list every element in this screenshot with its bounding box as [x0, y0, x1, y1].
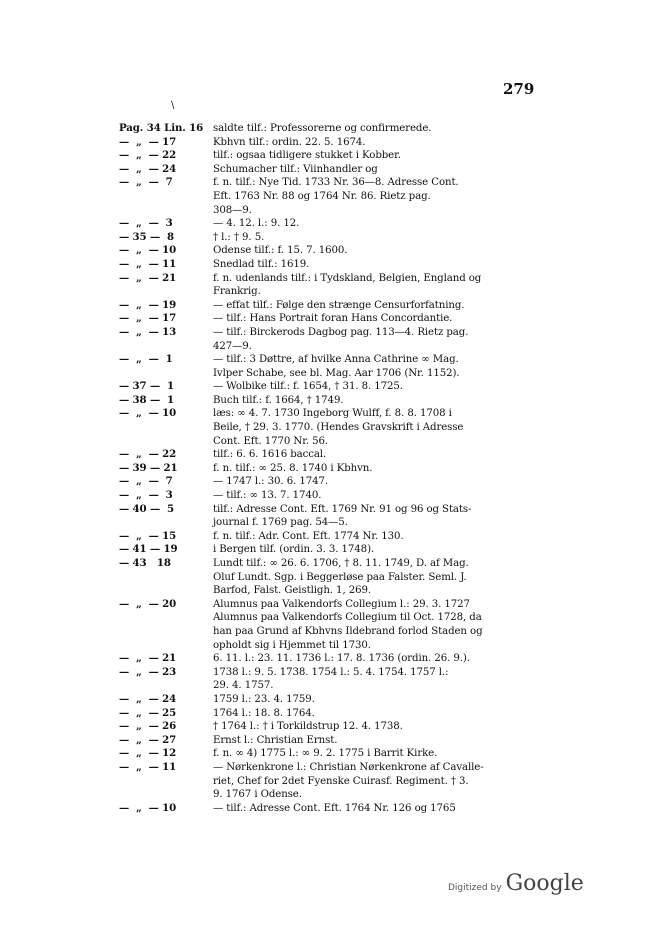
- entry-reference: — „ — 20: [119, 597, 177, 610]
- errata-entry: [119, 475, 539, 489]
- errata-list: [119, 122, 539, 815]
- entry-text: f. n. ∞ 4) 1775 l.: ∞ 9. 2. 1775 i Barrit Kirke.: [213, 748, 438, 760]
- entry-text: Odense tilf.: f. 15. 7. 1600.: [213, 245, 348, 257]
- entry-text: — 1747 l.: 30. 6. 1747.: [213, 476, 329, 488]
- errata-entry: [119, 503, 539, 530]
- entry-reference: — „ — 21: [119, 652, 177, 665]
- entry-text: 6. 11. l.: 23. 11. 1736 l.: 17. 8. 1736 (ordin. 26. 9.).: [213, 653, 470, 665]
- entry-text: Lundt tilf.: ∞ 26. 6. 1706, † 8. 11. 1749, D. af Mag.: [213, 558, 469, 569]
- entry-text: f. n. tilf.: Adr. Cont. Eft. 1774 Nr. 130.: [213, 530, 404, 542]
- entry-text: Ernst l.: Christian Ernst.: [213, 734, 338, 746]
- entry-text: † l.: † 9. 5.: [213, 231, 265, 243]
- entry-text: — Nørkenkrone l.: Christian Nørkenkrone af Cavalle-: [213, 761, 484, 773]
- entry-text: 1738 l.: 9. 5. 1738. 1754 l.: 5. 4. 1754. 1757 l.:: [213, 666, 449, 678]
- errata-entry: [119, 557, 539, 598]
- errata-entry: [119, 747, 539, 761]
- entry-reference: — „ — 21: [119, 271, 177, 284]
- errata-entry: [119, 707, 539, 721]
- entry-reference: — „ — 11: [119, 257, 177, 270]
- entry-reference: Pag. 34 Lin. 16: [119, 122, 204, 134]
- errata-entry: [119, 231, 539, 245]
- entry-reference: — „ — 7: [119, 176, 173, 189]
- entry-text: — tilf.: 3 Døttre, af hvilke Anna Cathrine ∞ Mag.: [213, 354, 459, 366]
- entry-reference: — „ — 19: [119, 298, 177, 311]
- errata-entry: [119, 489, 539, 503]
- entry-text: — effat tilf.: Følge den strænge Censurforfatning.: [213, 299, 465, 311]
- entry-continuation: Ivlper Schabe, see bl. Mag. Aar 1706 (Nr. 1152).: [213, 367, 460, 379]
- entry-text: i Bergen tilf. (ordin. 3. 3. 1748).: [213, 544, 375, 556]
- entry-reference: — 37 — 1: [119, 380, 174, 393]
- errata-entry: [119, 802, 539, 816]
- entry-text: 1764 l.: 18. 8. 1764.: [213, 707, 315, 719]
- entry-reference: — „ — 26: [119, 720, 177, 733]
- entry-text: — tilf.: Birckerods Dagbog pag. 113—4. Rietz pag.: [213, 326, 469, 338]
- entry-text: — tilf.: ∞ 13. 7. 1740.: [213, 490, 322, 502]
- errata-entry: [119, 217, 539, 231]
- entry-text: Snedlad tilf.: 1619.: [213, 258, 310, 270]
- entry-reference: — „ — 10: [119, 244, 177, 257]
- errata-entry: [119, 666, 539, 693]
- entry-text: — 4. 12. l.: 9. 12.: [213, 218, 300, 230]
- errata-entry: [119, 462, 539, 476]
- entry-reference: — „ — 17: [119, 135, 177, 148]
- entry-continuation: riet, Chef for 2det Fyenske Cuirasf. Regiment. † 3.: [213, 775, 469, 787]
- errata-entry: [119, 312, 539, 326]
- entry-continuation: Barfod, Falst. Geistligh. 1, 269.: [213, 585, 372, 597]
- entry-text: — Wolbike tilf.: f. 1654, † 31. 8. 1725.: [213, 381, 403, 393]
- entry-text: — tilf.: Hans Portrait foran Hans Concordantie.: [213, 313, 453, 325]
- entry-reference: — „ — 12: [119, 747, 177, 760]
- entry-text: Schumacher tilf.: Viinhandler og: [213, 163, 378, 175]
- errata-entry: [119, 299, 539, 313]
- errata-entry: [119, 394, 539, 408]
- entry-reference: — „ — 27: [119, 733, 177, 746]
- entry-continuation: Cont. Eft. 1770 Nr. 56.: [213, 435, 329, 447]
- errata-entry: [119, 149, 539, 163]
- entry-reference: — „ — 24: [119, 692, 177, 705]
- entry-continuation: 9. 1767 i Odense.: [213, 789, 302, 801]
- errata-entry: [119, 258, 539, 272]
- entry-reference: — 39 — 21: [119, 461, 178, 474]
- entry-text: Alumnus paa Valkendorfs Collegium l.: 29. 3. 1727: [213, 598, 470, 610]
- digitized-by-label: Digitized by: [448, 883, 502, 893]
- entry-continuation: Eft. 1763 Nr. 88 og 1764 Nr. 86. Rietz pag.: [213, 190, 431, 202]
- errata-entry: [119, 176, 539, 217]
- entry-reference: — „ — 10: [119, 407, 177, 420]
- entry-text: saldte tilf.: Professorerne og confirmerede.: [213, 123, 432, 134]
- entry-text: tilf.: 6. 6. 1616 baccal.: [213, 449, 327, 461]
- entry-reference: — „ — 7: [119, 475, 173, 488]
- entry-reference: — „ — 22: [119, 448, 177, 461]
- errata-entry: [119, 244, 539, 258]
- entry-continuation: Frankrig.: [213, 286, 261, 298]
- entry-text: — tilf.: Adresse Cont. Eft. 1764 Nr. 126 og 1765: [213, 802, 456, 814]
- entry-text: tilf.: ogsaa tidligere stukket i Kobber.: [213, 150, 401, 162]
- entry-reference: — 41 — 19: [119, 543, 178, 556]
- errata-entry: [119, 652, 539, 666]
- entry-continuation: opholdt sig i Hjemmet til 1730.: [213, 639, 371, 651]
- errata-entry: [119, 326, 539, 353]
- entry-continuation: han paa Grund af Kbhvns Ildebrand forlod Staden og: [213, 625, 483, 637]
- entry-continuation: 427—9.: [213, 340, 252, 352]
- entry-reference: — 38 — 1: [119, 393, 174, 406]
- entry-reference: — „ — 11: [119, 760, 177, 773]
- errata-entry: [119, 122, 539, 136]
- entry-continuation: Alumnus paa Valkendorfs Collegium til Oct. 1728, da: [213, 612, 482, 624]
- entry-continuation: 308—9.: [213, 204, 252, 216]
- entry-text: læs: ∞ 4. 7. 1730 Ingeborg Wulff, f. 8. 8. 1708 i: [213, 408, 452, 420]
- entry-reference: — 40 — 5: [119, 502, 174, 515]
- entry-reference: — „ — 3: [119, 489, 173, 502]
- entry-reference: — 35 — 8: [119, 230, 174, 243]
- errata-entry: [119, 598, 539, 652]
- entry-reference: — „ — 1: [119, 353, 173, 366]
- errata-entry: [119, 448, 539, 462]
- entry-text: Kbhvn tilf.: ordin. 22. 5. 1674.: [213, 136, 366, 148]
- entry-reference: — „ — 25: [119, 706, 177, 719]
- entry-continuation: 29. 4. 1757.: [213, 680, 274, 692]
- errata-entry: [119, 734, 539, 748]
- errata-entry: [119, 530, 539, 544]
- errata-entry: [119, 761, 539, 802]
- errata-entry: [119, 136, 539, 150]
- entry-reference: — „ — 22: [119, 149, 177, 162]
- entry-reference: — „ — 15: [119, 529, 177, 542]
- page-number: 279: [503, 80, 535, 98]
- entry-text: tilf.: Adresse Cont. Eft. 1769 Nr. 91 og 96 og Stats-: [213, 503, 472, 515]
- errata-entry: [119, 543, 539, 557]
- entry-text: † 1764 l.: † i Torkildstrup 12. 4. 1738.: [213, 721, 403, 733]
- entry-reference: — 43 18: [119, 557, 171, 569]
- entry-reference: — „ — 17: [119, 312, 177, 325]
- errata-entry: [119, 353, 539, 380]
- entry-text: f. n. tilf.: ∞ 25. 8. 1740 i Kbhvn.: [213, 462, 373, 474]
- entry-text: Buch tilf.: f. 1664, † 1749.: [213, 394, 344, 406]
- entry-reference: — „ — 3: [119, 217, 173, 230]
- errata-entry: [119, 693, 539, 707]
- entry-continuation: journal f. 1769 pag. 54—5.: [213, 517, 348, 529]
- entry-reference: — „ — 23: [119, 665, 177, 678]
- entry-reference: — „ — 24: [119, 162, 177, 175]
- entry-text: 1759 l.: 23. 4. 1759.: [213, 693, 315, 705]
- errata-entry: [119, 163, 539, 177]
- entry-text: f. n. udenlands tilf.: i Tydskland, Belgien, England og: [213, 272, 482, 284]
- entry-reference: — „ — 10: [119, 801, 177, 814]
- entry-continuation: Oluf Lundt. Sgp. i Beggerløse paa Falster. Seml. J.: [213, 571, 467, 583]
- errata-entry: [119, 720, 539, 734]
- entry-reference: — „ — 13: [119, 325, 177, 338]
- errata-entry: [119, 272, 539, 299]
- stray-mark: \: [171, 100, 175, 111]
- google-logo: Google: [505, 871, 584, 896]
- entry-continuation: Beile, † 29. 3. 1770. (Hendes Gravskrift i Adresse: [213, 422, 464, 434]
- digitized-watermark: [448, 871, 584, 896]
- errata-entry: [119, 407, 539, 448]
- entry-text: f. n. tilf.: Nye Tid. 1733 Nr. 36—8. Adresse Cont.: [213, 177, 459, 189]
- errata-entry: [119, 380, 539, 394]
